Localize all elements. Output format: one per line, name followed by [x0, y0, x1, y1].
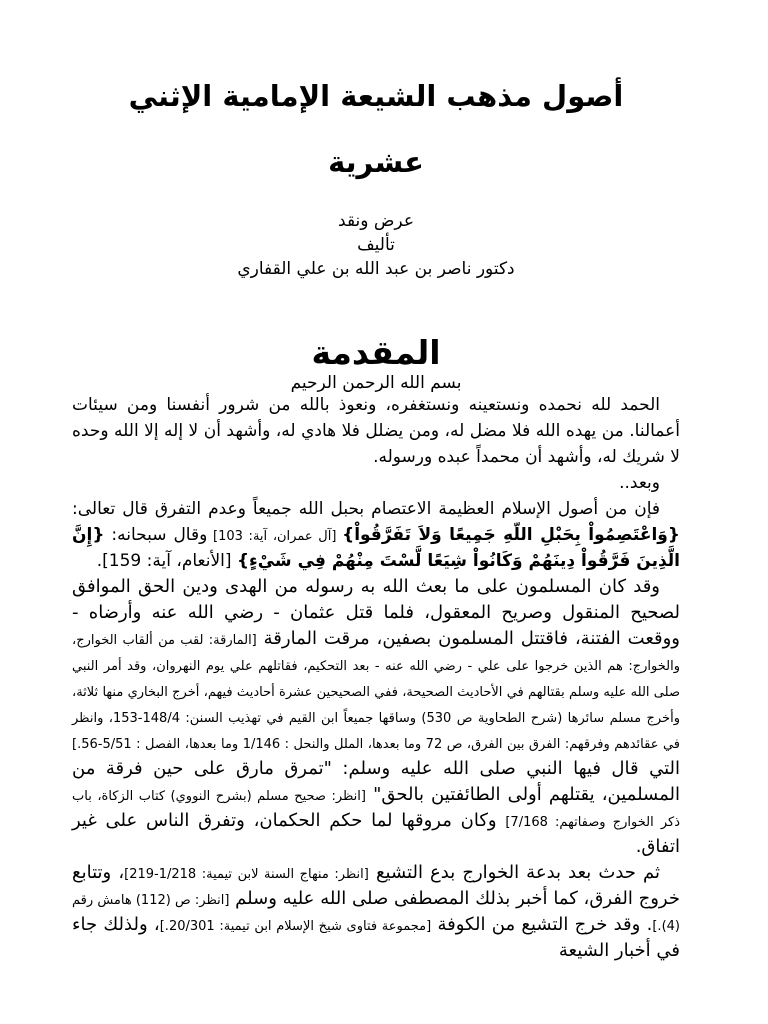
p5-text-c: . وقد خرج التشيع من الكوفة	[431, 914, 653, 935]
paragraph-1: الحمد لله نحمده ونستعينه ونستغفره، ونعوذ بالله من شرور أنفسنا ومن سيئات أعمالنا. من يهده الله فلا مضل له، ومن يضلل فلا هادي له، وأشهد أن لا إله إلا الله وحده لا شريك له، وأشهد أن محمداً عبده ورسوله.	[72, 395, 680, 467]
authorship-label: تأليف	[357, 235, 395, 255]
basmala: بسم الله الرحمن الرحيم	[290, 373, 462, 393]
quran-verse-1: {وَاعْتَصِمُواْ بِحَبْلِ اللّهِ جَمِيعًا وَلاَ تَفَرَّقُواْ}	[342, 525, 680, 545]
paragraph-5	[72, 860, 680, 964]
footnote-minhaj: [انظر: منهاج السنة لابن تيمية: 1/218-219]	[124, 867, 369, 882]
book-title-line2: عشرية	[328, 145, 424, 179]
p5-text-d: ، ولذلك جاء في أخبار الشيعة	[72, 914, 680, 961]
verse-ref-2: [الأنعام، آية: 159].	[96, 551, 237, 571]
author-name: دكتور ناصر بن عبد الله بن علي القفاري	[237, 259, 515, 279]
footnote-fatawa: [مجموعة فتاوى شيخ الإسلام ابن تيمية: 20/301.]	[159, 919, 432, 934]
p5-text-a: ثم حدث بعد بدعة الخوارج بدع التشيع	[368, 862, 660, 883]
p4-text-c: وكان مروقها لما حكم الحكمان، وتفرق الناس على غير اتفاق.	[72, 810, 680, 857]
book-subtitle: عرض ونقد	[338, 211, 414, 231]
book-title-line1: أصول مذهب الشيعة الإمامية الإثني	[128, 79, 624, 113]
p5-text-b: ، وتتابع خروج الفرق، كما أخبر بذلك المصطفى صلى الله عليه وسلم	[72, 862, 680, 909]
paragraph-4	[72, 574, 680, 860]
body-text	[72, 392, 680, 964]
p3-text-a: فإن من أصول الإسلام العظيمة الاعتصام بحبل الله جميعاً وعدم التفرق قال تعالى:	[72, 499, 660, 519]
p3-text-b: وقال سبحانه:	[104, 525, 208, 545]
section-heading: المقدمة	[311, 333, 441, 373]
footnote-muslim: [انظر: صحيح مسلم (بشرح النووي) كتاب الزكاة، باب ذكر الخوارج وصفاتهم: 7/168]	[72, 789, 680, 830]
quran-verse-2: {إِنَّ الَّذِينَ فَرَّقُواْ دِينَهُمْ وَكَانُواْ شِيَعًا لَّسْتَ مِنْهُمْ فِي شَيْءٍ}	[72, 525, 680, 571]
footnote-mariqa: [المارقة: لقب من ألقاب الخوارج، والخوارج: هم الذين خرجوا على علي - رضي الله عنه - بعد التحكيم، فقاتلهم علي يوم النهروان، وقد أمر النبي صلى الله عليه وسلم بقتالهم في الأحاديث الصحيحة، ففي الصحيحين عشرة أحاديث فيهم، أخرج البخاري منها ثلاثة، وأخرج مسلم سائرها (شرح الطحاوية ص 530) وساقها جميعاً ابن القيم في تهذيب السنن: 148/4-153، وانظر في عقائدهم وفرقهم: الفرق بين الفرق، ص 72 وما بعدها، الملل والنحل : 1/146 وما بعدها، الفصل : 5/51-56.]	[72, 633, 680, 752]
p4-text-b: التي قال فيها النبي صلى الله عليه وسلم: "تمرق مارق على حين فرقة من المسلمين، يقتلهم أولى الطائفتين بالحق"	[72, 758, 680, 805]
paragraph-3	[72, 496, 680, 574]
p4-text-a: وقد كان المسلمون على ما بعث الله به رسوله من الهدى ودين الحق الموافق لصحيح المنقول وصريح المعقول، فلما قتل عثمان - رضي الله عنه وأرضاه - ووقعت الفتنة، فاقتتل المسلمون بصفين، مرقت المارقة	[72, 576, 680, 649]
footnote-page-ref: [انظر: ص (112) هامش رقم (4).]	[72, 893, 680, 934]
verse-ref-1: [آل عمران، آية: 103]	[207, 529, 343, 544]
paragraph-2: وبعد..	[619, 473, 660, 493]
